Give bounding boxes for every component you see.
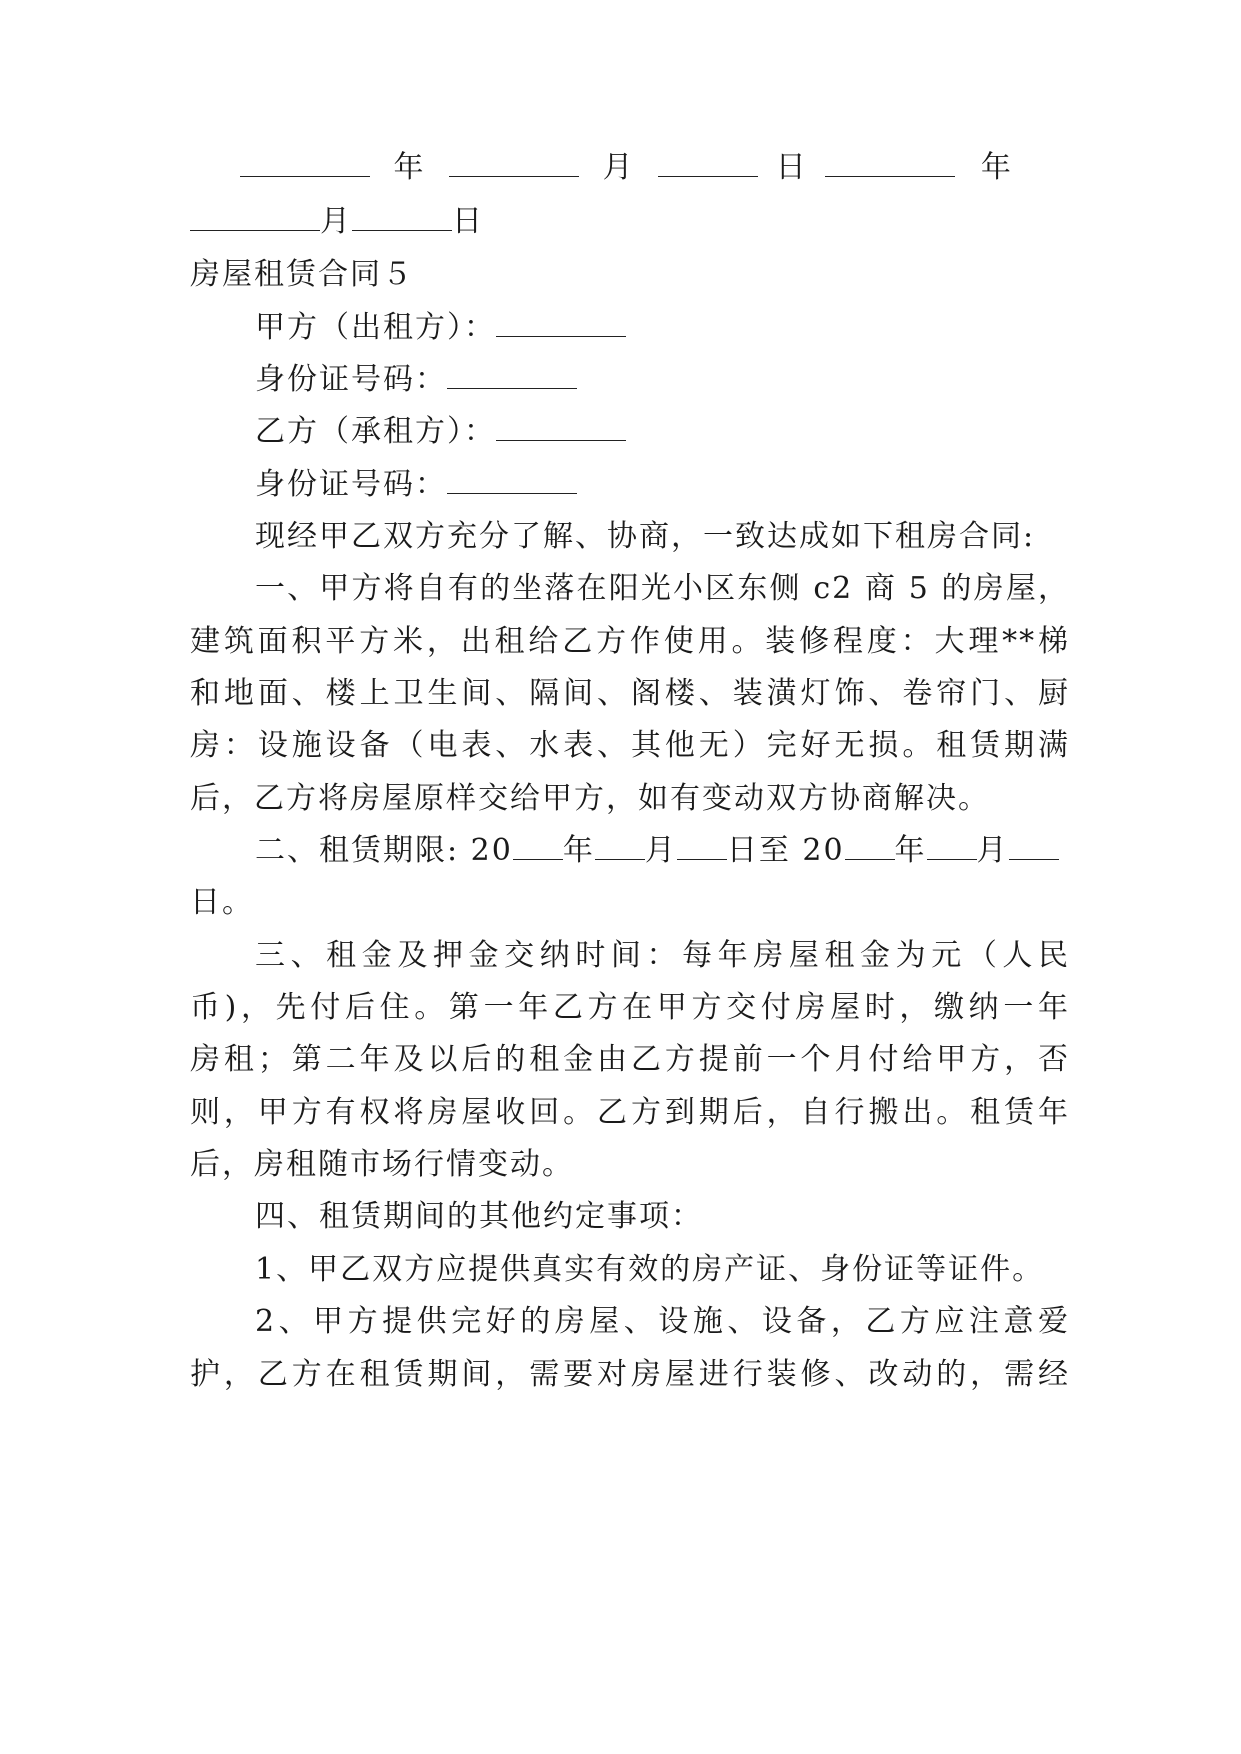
contract-title: 房屋租赁合同５ xyxy=(190,257,414,292)
party-a-id-line xyxy=(255,360,1135,400)
party-b-id-blank xyxy=(447,465,577,494)
clause1-line: 建筑面积平方米，出租给乙方作使用。装修程度：大理**梯 xyxy=(190,624,1070,659)
year-label: 年 xyxy=(980,150,1013,185)
blank xyxy=(240,148,370,177)
blank xyxy=(1009,831,1059,860)
party-b-label: 乙方（承租方）： xyxy=(255,414,496,449)
blank xyxy=(677,831,727,860)
clause1-line: 后，乙方将房屋原样交给甲方，如有变动双方协商解决。 xyxy=(190,781,990,816)
month-label: 月 xyxy=(320,204,352,239)
party-b-blank xyxy=(496,412,626,441)
date-line-1 xyxy=(240,148,1040,188)
party-b-line xyxy=(255,412,1135,452)
party-a-line xyxy=(255,308,1135,348)
intro-paragraph: 现经甲乙双方充分了解、协商，一致达成如下租房合同: xyxy=(255,519,1036,554)
party-a-blank xyxy=(496,308,626,337)
blank xyxy=(927,831,977,860)
clause1-line: 和地面、楼上卫生间、隔间、阁楼、装潢灯饰、卷帘门、厨 xyxy=(190,676,1070,711)
clause3-line: 则，甲方有权将房屋收回。乙方到期后，自行搬出。租赁年 xyxy=(190,1095,1070,1130)
clause2-line xyxy=(255,831,1135,871)
blank xyxy=(513,831,563,860)
date-line-2 xyxy=(190,202,1070,242)
party-a-id-blank xyxy=(447,360,577,389)
party-b-id-line xyxy=(255,465,1135,505)
blank xyxy=(595,831,645,860)
id-label: 身份证号码： xyxy=(255,362,447,397)
clause1-line: 一、甲方将自有的坐落在阳光小区东侧 c2 商 5 的房屋， xyxy=(255,571,1070,606)
item1: 1、甲乙双方应提供真实有效的房产证、身份证等证件。 xyxy=(255,1252,1045,1287)
blank xyxy=(845,831,895,860)
blank xyxy=(658,148,758,177)
clause4-title: 四、租赁期间的其他约定事项： xyxy=(255,1199,703,1234)
clause2-prefix: 二、租赁期限: 20 xyxy=(255,833,513,868)
day-label: 日 xyxy=(452,204,484,239)
clause3-line: 房租；第二年及以后的租金由乙方提前一个月付给甲方，否 xyxy=(190,1042,1070,1077)
day-label: 日 xyxy=(775,150,808,185)
clause2-end: 日。 xyxy=(190,885,254,920)
month-label: 月 xyxy=(602,150,635,185)
month-label: 月 xyxy=(976,833,1009,868)
clause3-line: 币)，先付后住。第一年乙方在甲方交付房屋时，缴纳一年 xyxy=(190,990,1070,1025)
clause2-day-to: 日至 20 xyxy=(726,833,845,868)
blank xyxy=(190,202,320,231)
year-label: 年 xyxy=(894,833,927,868)
year-label: 年 xyxy=(393,150,426,185)
party-a-label: 甲方（出租方）： xyxy=(255,310,496,345)
blank xyxy=(449,148,579,177)
month-label: 月 xyxy=(644,833,677,868)
item2-line: 护，乙方在租赁期间，需要对房屋进行装修、改动的，需经 xyxy=(190,1357,1070,1392)
item2-line: 2、甲方提供完好的房屋、设施、设备，乙方应注意爱 xyxy=(255,1304,1070,1339)
clause1-line: 房：设施设备（电表、水表、其他无）完好无损。租赁期满 xyxy=(190,728,1070,763)
blank xyxy=(825,148,955,177)
year-label: 年 xyxy=(562,833,595,868)
blank xyxy=(352,202,452,231)
clause3-line: 后，房租随市场行情变动。 xyxy=(190,1147,574,1182)
clause3-line: 三、租金及押金交纳时间：每年房屋租金为元（人民 xyxy=(255,938,1070,973)
id-label: 身份证号码： xyxy=(255,467,447,502)
